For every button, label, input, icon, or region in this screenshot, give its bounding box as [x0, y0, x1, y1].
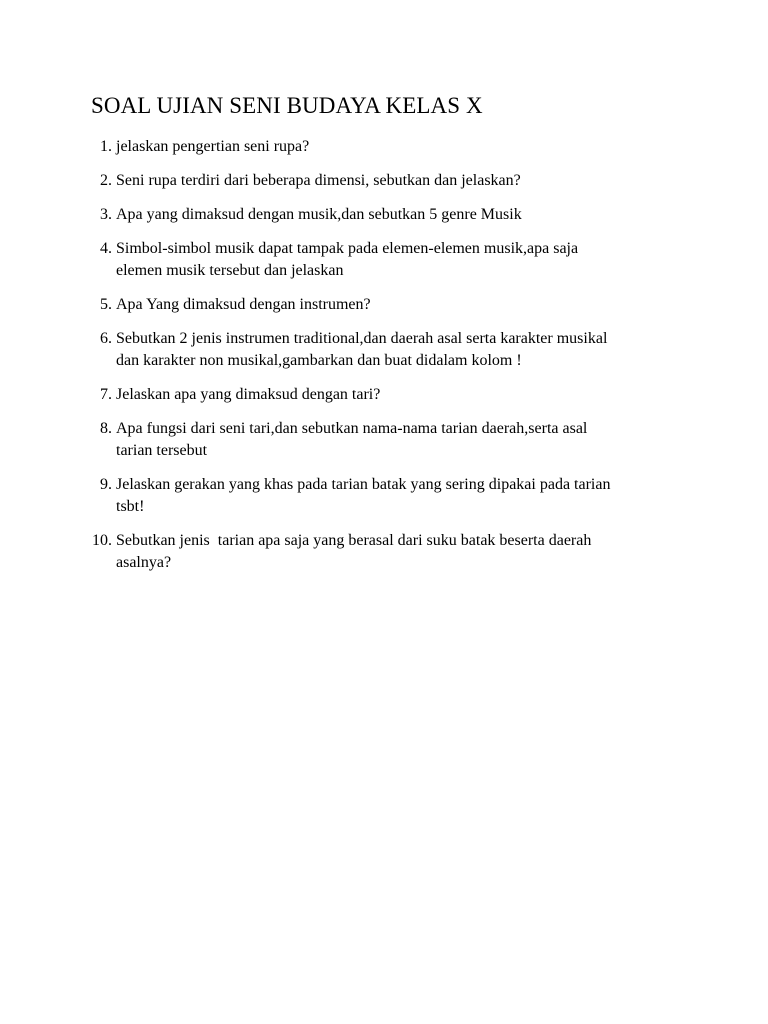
question-text: Sebutkan 2 jenis instrumen traditional,dan daerah asal serta karakter musikal dan karakter non musikal,gambarkan dan buat didalam kolom !: [116, 330, 608, 369]
question-list: [0, 136, 768, 586]
question-text: Jelaskan gerakan yang khas pada tarian batak yang sering dipakai pada tarian tsbt!: [116, 476, 611, 515]
document-title: SOAL UJIAN SENI BUDAYA KELAS X: [91, 93, 483, 118]
question-number: 6.: [100, 330, 112, 347]
question-text: jelaskan pengertian seni rupa?: [116, 138, 310, 155]
question-text: Apa Yang dimaksud dengan instrumen?: [116, 296, 371, 313]
question-item: [0, 474, 768, 518]
question-item: [0, 170, 768, 192]
question-number: 7.: [100, 386, 112, 403]
question-item: [0, 328, 768, 372]
question-item: [0, 204, 768, 226]
question-number: 5.: [100, 296, 112, 313]
question-item: [0, 530, 768, 574]
question-text: Jelaskan apa yang dimaksud dengan tari?: [116, 386, 381, 403]
question-text: Seni rupa terdiri dari beberapa dimensi, sebutkan dan jelaskan?: [116, 172, 521, 189]
question-number: 1.: [100, 138, 112, 155]
question-number: 9.: [100, 476, 112, 493]
question-number: 10.: [92, 532, 112, 549]
question-item: [0, 238, 768, 282]
question-number: 2.: [100, 172, 112, 189]
question-number: 3.: [100, 206, 112, 223]
question-text: Apa fungsi dari seni tari,dan sebutkan nama-nama tarian daerah,serta asal tarian tersebut: [116, 420, 588, 459]
question-number: 4.: [100, 240, 112, 257]
question-text: Apa yang dimaksud dengan musik,dan sebutkan 5 genre Musik: [116, 206, 522, 223]
question-number: 8.: [100, 420, 112, 437]
question-item: [0, 294, 768, 316]
question-item: [0, 136, 768, 158]
question-item: [0, 418, 768, 462]
question-text: Simbol-simbol musik dapat tampak pada elemen-elemen musik,apa saja elemen musik tersebut dan jelaskan: [116, 240, 579, 279]
question-item: [0, 384, 768, 406]
question-text: Sebutkan jenis tarian apa saja yang berasal dari suku batak beserta daerah asalnya?: [116, 532, 592, 571]
